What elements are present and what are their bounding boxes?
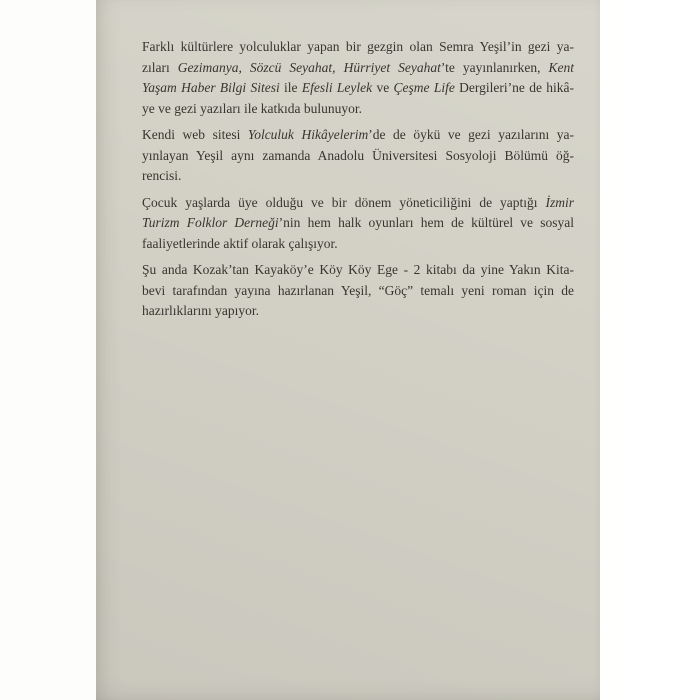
text-line — [142, 125, 574, 146]
text-segment: yınlayan Yeşil aynı zamanda Anadolu Üniversitesi Sosyoloji Bölümü öğ- — [142, 147, 574, 163]
text-line — [142, 146, 574, 167]
italic-text-segment: Kent — [548, 59, 574, 75]
text-segment: Kendi web sitesi — [142, 127, 248, 142]
text-segment: ’de de öykü ve gezi yazılarını ya- — [368, 127, 574, 142]
text-segment: ye ve gezi yazıları ile katkıda bulunuyor. — [142, 100, 363, 116]
text-segment: Şu anda Kozak’tan Kayaköy’e Köy Köy Ege - 2 kitabı da yine Yakın Kita- — [142, 262, 574, 277]
text-line — [142, 213, 574, 234]
italic-text-segment: İzmir — [545, 194, 574, 210]
text-line — [142, 193, 574, 214]
italic-text-segment: Turizm Folklor Derneği — [142, 215, 279, 230]
text-line — [142, 58, 574, 79]
text-segment: zıları — [142, 59, 178, 75]
paragraph — [142, 125, 574, 187]
text-segment: Farklı kültürlere yolculuklar yapan bir gezgin olan Semra Yeşil’in gezi ya- — [142, 39, 574, 54]
text-line — [142, 281, 574, 302]
text-segment: rencisi. — [142, 168, 182, 183]
paragraph — [142, 260, 574, 322]
text-segment: faaliyetlerinde aktif olarak çalışıyor. — [142, 235, 338, 251]
text-line — [142, 37, 574, 58]
text-segment: Dergileri’ne de hikâ- — [454, 80, 574, 95]
text-segment: Çocuk yaşlarda üye olduğu ve bir dönem yöneticiliğini de yaptığı — [142, 194, 546, 210]
paragraph — [142, 193, 574, 255]
text-line — [142, 260, 574, 281]
body-text — [142, 37, 574, 322]
text-segment: ile — [279, 80, 302, 95]
text-segment: ’nin hem halk oyunları hem de kültürel ve sosyal — [278, 215, 574, 230]
text-segment: ve — [372, 80, 394, 95]
italic-text-segment: Çeşme Life — [393, 80, 455, 95]
italic-text-segment: Gezimanya, Sözcü Seyahat, Hürriyet Seyahat — [177, 59, 441, 75]
italic-text-segment: Yaşam Haber Bilgi Sitesi — [142, 80, 280, 95]
paragraph — [142, 37, 574, 119]
text-segment: hazırlıklarını yapıyor. — [142, 303, 259, 318]
text-line — [142, 166, 574, 187]
italic-text-segment: Yolculuk Hikâyelerim — [247, 127, 369, 142]
text-line — [142, 78, 574, 99]
text-line — [142, 301, 574, 322]
text-line — [142, 234, 574, 255]
text-segment: bevi tarafından yayına hazırlanan Yeşil, “Göç” temalı yeni roman için de — [142, 282, 574, 298]
italic-text-segment: Efesli Leylek — [301, 80, 373, 95]
text-segment: ’te yayınlanırken, — [440, 59, 549, 75]
book-page — [96, 0, 600, 700]
text-line — [142, 99, 574, 120]
